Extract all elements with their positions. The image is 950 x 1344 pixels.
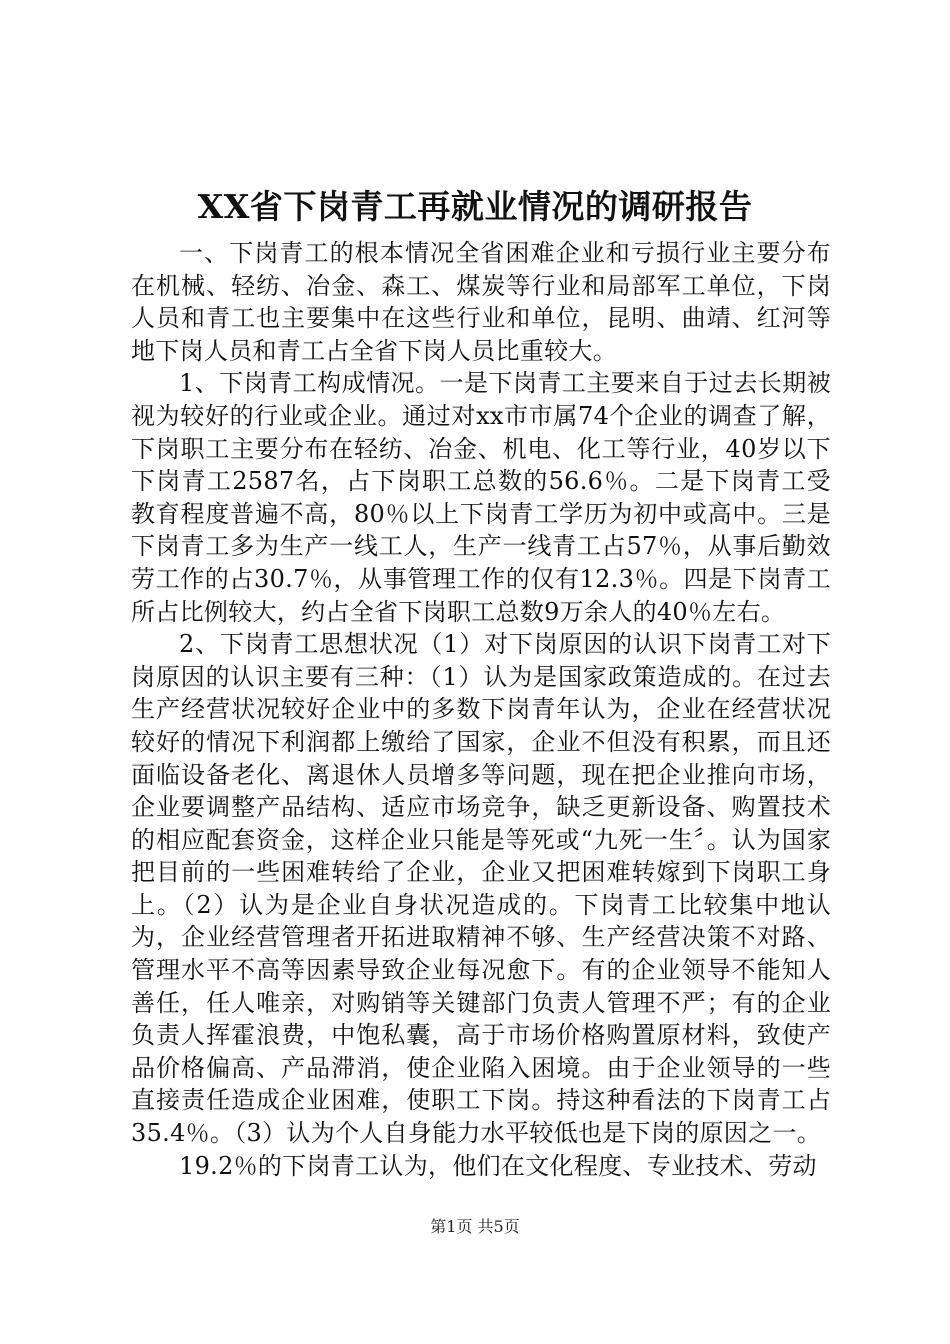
paragraph-2: 1、下岗青工构成情况。一是下岗青工主要来自于过去长期被视为较好的行业或企业。通过对xx市市属74个企业的调查了解，下岗职工主要分布在轻纺、冶金、机电、化工等行业，40岁以下下岗青工2587名，占下岗职工总数的56.6％。二是下岗青工受教育程度普遍不高，80％以上下岗青工学历为初中或高中。三是下岗青工多为生产一线工人，生产一线青工占57％，从事后勤效劳工作的占30.7％，从事管理工作的仅有12.3％。四是下岗青工所占比例较大，约占全省下岗职工总数9万余人的40％左右。 (131, 369, 831, 626)
paragraph-4: 19.2％的下岗青工认为，他们在文化程度、专业技术、劳动 (179, 1151, 817, 1180)
paragraph-1: 一、下岗青工的根本情况全省困难企业和亏损行业主要分布在机械、轻纺、冶金、森工、煤炭等行业和局部军工单位，下岗人员和青工也主要集中在这些行业和单位，昆明、曲靖、红河等地下岗人员和青工占全省下岗人员比重较大。 (131, 239, 831, 365)
document-title: XX省下岗青工再就业情况的调研报告 (197, 187, 753, 226)
page-number-footer: 第1页 共5页 (430, 1217, 520, 1236)
document-body (131, 237, 831, 1182)
paragraph-3: 2、下岗青工思想状况（1）对下岗原因的认识下岗青工对下岗原因的认识主要有三种：（1）认为是国家政策造成的。在过去生产经营状况较好企业中的多数下岗青年认为，企业在经营状况较好的情况下利润都上缴给了国家，企业不但没有积累，而且还面临设备老化、离退休人员增多等问题，现在把企业推向市场，企业要调整产品结构、适应市场竞争，缺乏更新设备、购置技术的相应配套资金，这样企业只能是等死或“九死一生〞。认为国家把目前的一些困难转给了企业，企业又把困难转嫁到下岗职工身上。（2）认为是企业自身状况造成的。下岗青工比较集中地认为，企业经营管理者开拓进取精神不够、生产经营决策不对路、管理水平不高等因素导致企业每况愈下。有的企业领导不能知人善任，任人唯亲，对购销等关键部门负责人管理不严；有的企业负责人挥霍浪费，中饱私囊，高于市场价格购置原材料，致使产品价格偏高、产品滞消，使企业陷入困境。由于企业领导的一些直接责任造成企业困难，使职工下岗。持这种看法的下岗青工占35.4％。（3）认为个人自身能力水平较低也是下岗的原因之一。 (131, 630, 831, 1148)
